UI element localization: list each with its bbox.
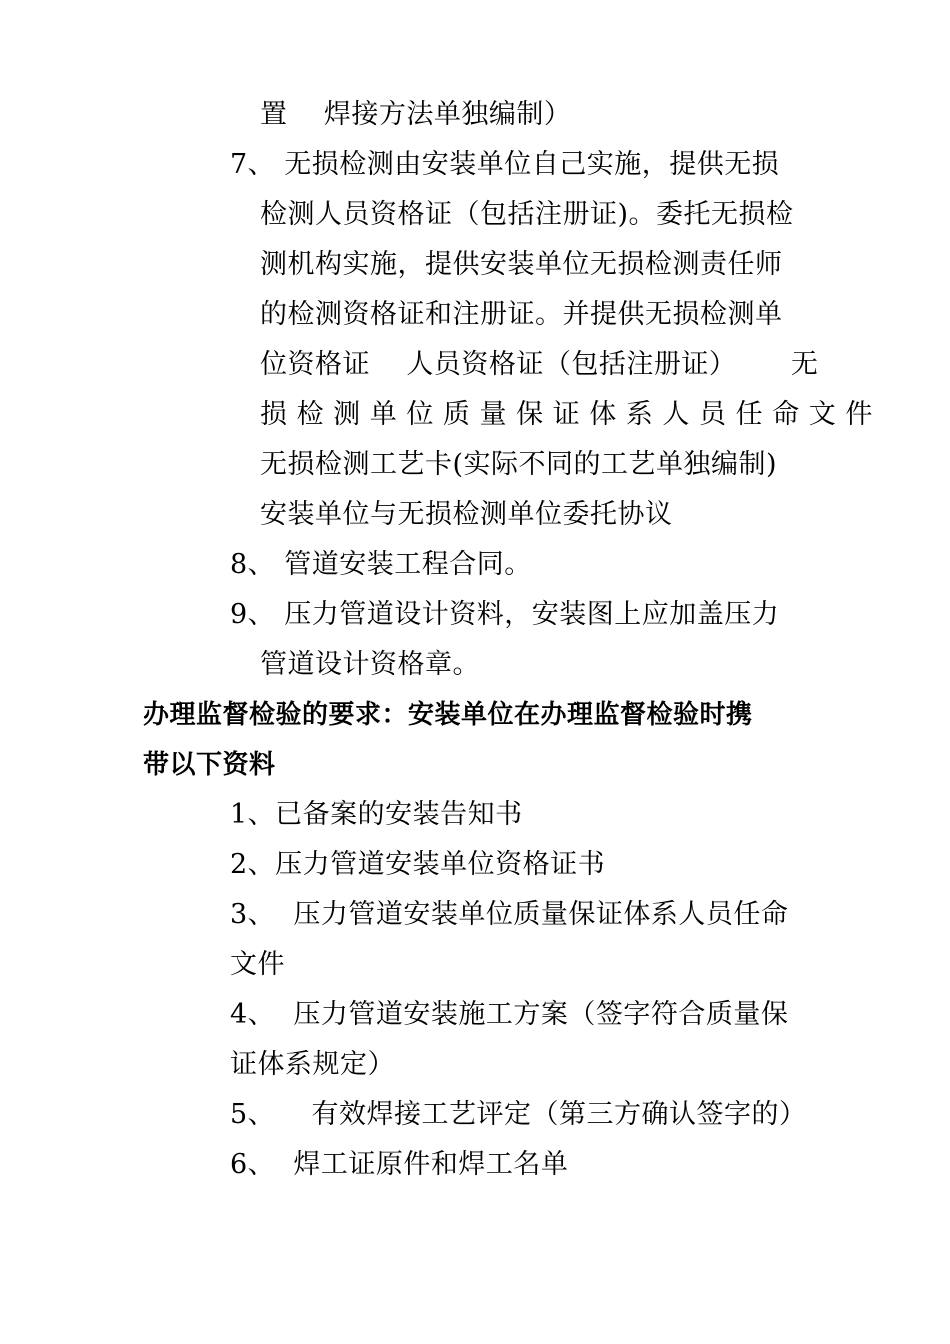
list-item-4-line-2: 证体系规定） (230, 1049, 395, 1080)
list-item-6: 6、 焊工证原件和焊工名单 (230, 1149, 569, 1180)
list-item-5: 5、 有效焊接工艺评定（第三方确认签字的） (230, 1099, 807, 1130)
item-8-line-1: 8、 管道安装工程合同。 (230, 549, 532, 580)
item-7-line-8: 安装单位与无损检测单位委托协议 (260, 499, 673, 530)
list-item-3-line-2: 文件 (230, 949, 285, 980)
list-item-2: 2、压力管道安装单位资格证书 (230, 849, 606, 880)
item-9-line-1: 9、 压力管道设计资料，安装图上应加盖压力 (230, 599, 780, 630)
item-7-line-5: 位资格证 人员资格证（包括注册证） 无 (260, 349, 819, 380)
item-7-line-2: 检测人员资格证（包括注册证)。委托无损检 (260, 199, 794, 230)
continuation-line: 置 焊接方法单独编制） (260, 99, 572, 130)
item-7-line-6: 损 检 测 单 位 质 量 保 证 体 系 人 员 任 命 文 件 (260, 399, 873, 430)
list-item-4-line-1: 4、 压力管道安装施工方案（签字符合质量保 (230, 999, 789, 1030)
section-heading-line-2: 带以下资料 (143, 750, 276, 780)
item-7-line-1: 7、 无损检测由安装单位自己实施，提供无损 (230, 149, 780, 180)
item-7-line-4: 的检测资格证和注册证。并提供无损检测单 (260, 299, 783, 330)
item-7-line-3: 测机构实施，提供安装单位无损检测责任师 (260, 249, 783, 280)
section-heading-line-1: 办理监督检验的要求：安装单位在办理监督检验时携 (143, 700, 753, 730)
item-7-line-7: 无损检测工艺卡(实际不同的工艺单独编制) (260, 449, 778, 480)
item-9-line-2: 管道设计资格章。 (260, 649, 480, 680)
list-item-1: 1、已备案的安装告知书 (230, 799, 523, 830)
list-item-3-line-1: 3、 压力管道安装单位质量保证体系人员任命 (230, 899, 789, 930)
